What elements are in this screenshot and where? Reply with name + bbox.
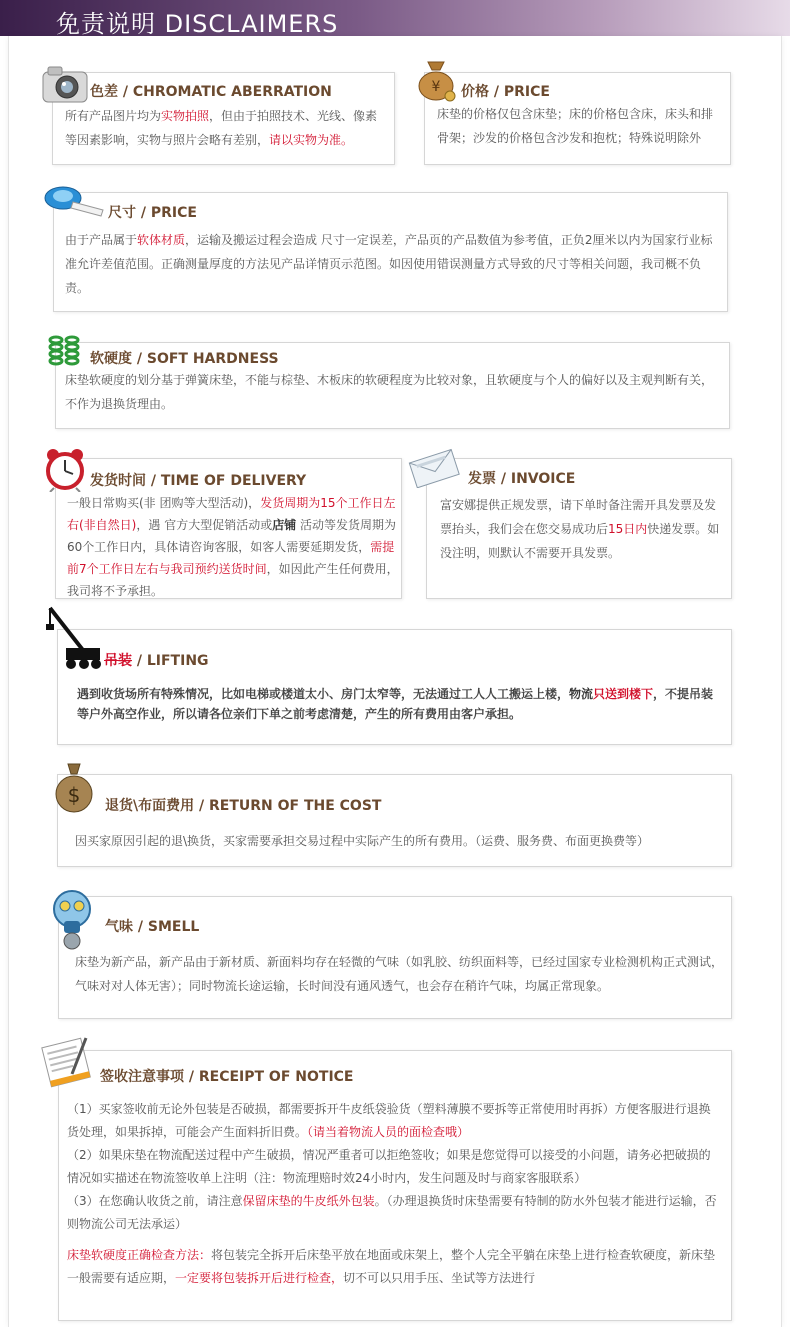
smell-text: 床垫为新产品，新产品由于新材质、新面料均存在轻微的气味（如乳胶、纺织面料等，已经过国家专业检测机构正式测试，气味对对人体无害）；同时物流长途运输，长时间没有通风透气，也会存在稍许气味，均属正常现象。 xyxy=(75,955,724,993)
receipt-para-2: （2）如果床垫在物流配送过程中产生破损，情况严重者可以拒绝签收；如果是您觉得可以接受的小问题，请务必把破损的情况如实描述在物流签收单上注明（注：物流理赔时效24小时内，发生问题及时与商家客服联系） xyxy=(67,1148,711,1185)
receipt-p1-text: （1）买家签收前无论外包装是否破损，都需要拆开牛皮纸袋验货（塑料薄膜不要拆等正常使用时再拆）方便客服进行退换货处理，如果拆掉，可能会产生面料折旧费。 xyxy=(67,1102,711,1139)
receipt-p1-red: （请当着物流人员的面检查哦） xyxy=(307,1125,470,1139)
delivery-title: 发货时间 / TIME OF DELIVERY xyxy=(90,473,307,489)
smell-title: 气味 / SMELL xyxy=(105,919,200,935)
receipt-p4-red-1: 床垫软硬度正确检查方法： xyxy=(67,1248,212,1262)
chromatic-text-1: 所有产品图片均为 xyxy=(65,109,162,123)
receipt-title: 签收注意事项 / RECEIPT OF NOTICE xyxy=(100,1069,354,1085)
return-title: 退货\布面费用 / RETURN OF THE COST xyxy=(105,798,382,814)
invoice-text xyxy=(440,493,720,565)
gas-mask-icon xyxy=(50,889,98,955)
lifting-title-en: / LIFTING xyxy=(132,653,209,669)
delivery-text-4: ，如因此产生任何费用，我司将不予承担。 xyxy=(67,562,399,598)
size-title: 尺寸 / PRICE xyxy=(108,205,197,221)
invoice-text-2: 快递发票。如没注明，则默认不需要开具发票。 xyxy=(440,522,720,560)
receipt-p4-text-1: 将包装完全拆开后床垫平放在地面或床架上，整个人完全平躺在床垫上进行检查软硬度，新床垫一般需要有适应期， xyxy=(67,1248,716,1285)
chromatic-red-1: 实物拍照 xyxy=(161,109,210,123)
receipt-para-4 xyxy=(67,1244,722,1290)
delivery-text-2: ，遇 官方大型促销活动或 xyxy=(136,518,273,532)
receipt-para-3 xyxy=(67,1190,722,1236)
delivery-text-1: 一般日常购买(非 团购等大型活动)， xyxy=(67,496,261,510)
price-title: 价格 / PRICE xyxy=(461,84,550,100)
lifting-red-1: 只送到楼下 xyxy=(593,687,654,701)
invoice-text-1: 富安娜提供正规发票，请下单时备注需开具发票及发票抬头，我们会在您交易成功后 xyxy=(440,498,717,536)
header-title: 免责说明 DISCLAIMERS xyxy=(56,10,339,38)
lifting-title-struck: 吊装 xyxy=(104,653,132,669)
delivery-bold-1: 店铺 xyxy=(272,518,297,532)
lifting-title xyxy=(104,650,209,670)
notepad-pen-icon xyxy=(38,1034,100,1094)
dollar-bag-icon xyxy=(52,758,96,818)
size-red-1: 软体材质 xyxy=(137,233,186,247)
delivery-red-1: 发货周期为15个工作日左右(非自然日) xyxy=(67,496,396,532)
chromatic-text xyxy=(65,104,387,152)
lifting-text-1: 遇到收货场所有特殊情况，比如电梯或楼道太小、房门太窄等，无法通过工人人工搬运上楼， xyxy=(77,687,570,701)
return-box xyxy=(57,774,732,867)
delivery-text xyxy=(67,492,400,602)
envelope-icon xyxy=(404,448,462,492)
chromatic-text-2: ，但由于拍照技术、光线、像素等因素影响，实物与照片会略有差别， xyxy=(65,109,378,147)
price-text: 床垫的价格仅包含床垫；床的价格包含床，床头和排骨架；沙发的价格包含沙发和抱枕；特殊说明除外 xyxy=(437,107,714,145)
receipt-para-1 xyxy=(67,1098,722,1144)
svg-text:¥: ¥ xyxy=(431,79,441,95)
camera-icon xyxy=(40,62,90,110)
receipt-p3-red: 保留床垫的牛皮纸外包装 xyxy=(242,1194,375,1208)
invoice-red-1: 15日内 xyxy=(608,522,648,536)
chromatic-title: 色差 / CHROMATIC ABERRATION xyxy=(90,84,332,100)
disclaimer-header xyxy=(0,0,790,36)
hardness-title: 软硬度 / SOFT HARDNESS xyxy=(90,351,279,367)
svg-text:$: $ xyxy=(67,783,81,807)
lifting-text-2: ，不提吊装等户外高空作业，所以请各位亲们下单之前考虑清楚，产生的所有费用由客户承担。 xyxy=(77,687,714,721)
receipt-p4-red-2: 一定要将包装拆开后进行检查， xyxy=(175,1271,344,1285)
size-text-1: 由于产品属于 xyxy=(65,233,138,247)
delivery-text-3: 活动等发货周期为60个工作日内，具体请咨询客服，如客人需要延期发货， xyxy=(67,518,397,554)
delivery-red-2: 需提前7个工作日左右与我司预约送货时间 xyxy=(67,540,395,576)
lifting-bold-1: 物流 xyxy=(569,687,594,701)
chromatic-red-2: 请以实物为准。 xyxy=(269,133,354,147)
tape-measure-icon xyxy=(43,184,105,224)
receipt-p3-text-2: 。（办理退换货时床垫需要有特制的防水外包装才能进行运输，否则物流公司无法承运） xyxy=(67,1194,717,1231)
crane-icon xyxy=(44,604,106,674)
receipt-p3-text-1: （3）在您确认收货之前，请注意 xyxy=(67,1194,243,1208)
lifting-text xyxy=(77,684,722,724)
hardness-text: 床垫软硬度的划分基于弹簧床垫，不能与棕垫、木板床的软硬程度为比较对象，且软硬度与个人的偏好以及主观判断有关，不作为退换货理由。 xyxy=(65,373,714,411)
receipt-text xyxy=(67,1098,722,1290)
invoice-title: 发票 / INVOICE xyxy=(468,471,576,487)
alarm-clock-icon xyxy=(44,446,86,496)
size-text-2: ，运输及搬运过程会造成 尺寸一定误差，产品页的产品数值为参考值，正负2厘米以内为国家行业标准允许差值范围。正确测量厚度的方法见产品详情页示范图。如因使用错误测量方式导致的尺寸等相关问题，我司概不负责。 xyxy=(65,233,713,295)
money-bag-icon xyxy=(414,54,458,106)
return-text: 因买家原因引起的退\换货，买家需要承担交易过程中实际产生的所有费用。（运费、服务费、布面更换费等） xyxy=(75,834,650,848)
receipt-p4-text-2: 切不可以只用手压、坐试等方法进行 xyxy=(343,1271,536,1285)
size-text xyxy=(65,228,720,300)
